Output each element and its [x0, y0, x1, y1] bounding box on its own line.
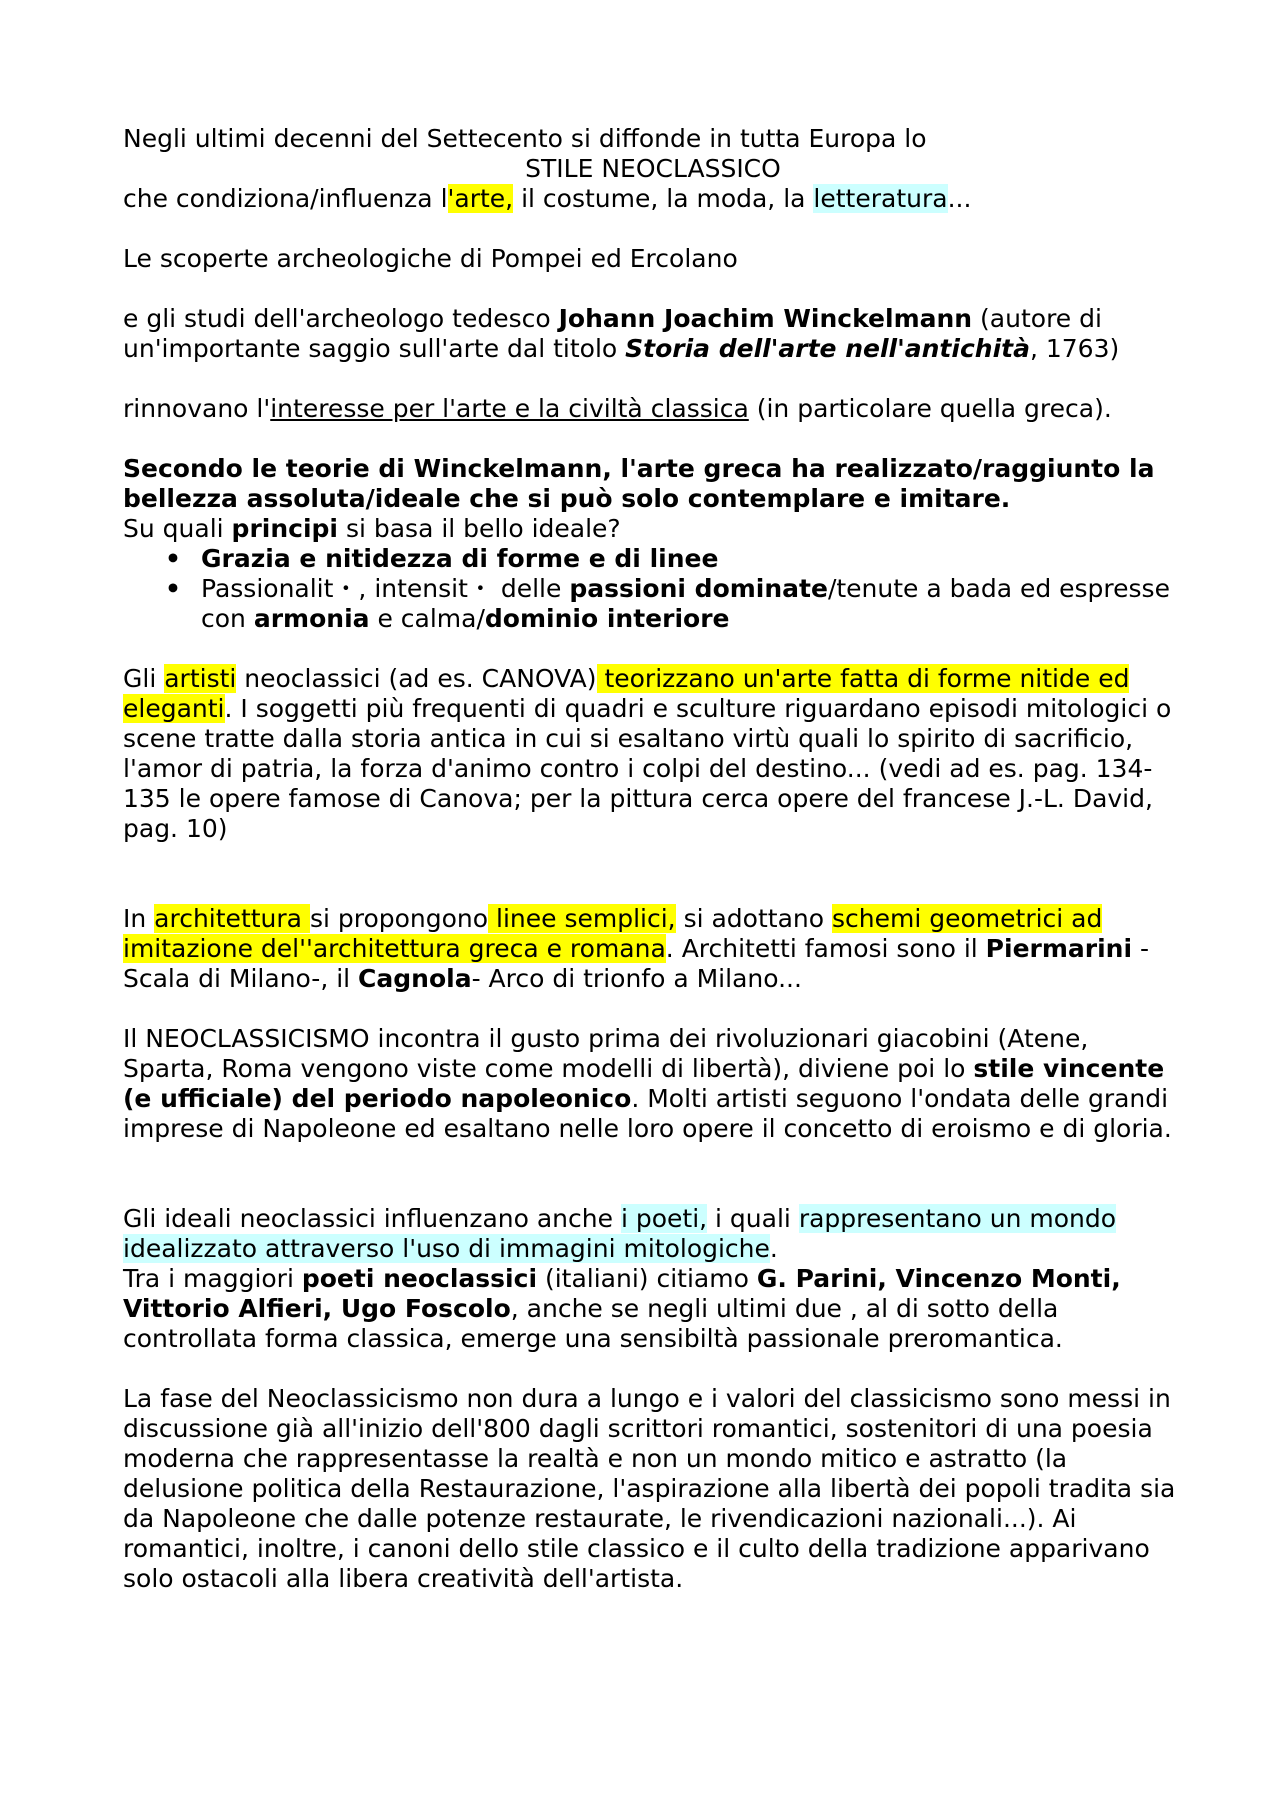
text-run: In [123, 904, 155, 933]
text-run: La fase del Neoclassicismo non dura a lungo e i valori del classicismo sono messi in discussione già all'inizio dell'800 dagli scrittori romantici, sostenitori di una poesia moderna che rappresentasse la realtà e non un mondo mitico e astratto (la delusione politica della Restaurazione, l'aspirazione alla libertà dei popoli tradita sia da Napoleone che dalle potenze restaurate, le rivendicazioni nazionali...). Ai romantici, inoltre, i canoni dello stile classico e il culto della tradizione apparivano solo ostacoli alla libera creatività dell'artista. [123, 1384, 1176, 1593]
text-run: /tenute a bada ed espresse con [201, 574, 1170, 633]
centered-title [123, 154, 1183, 184]
highlight-yellow: architettura [154, 904, 310, 933]
highlight-cyan: letteratura [813, 184, 948, 213]
text-run: . I soggetti più frequenti di quadri e sculture riguardano episodi mitologici o scene tratte dalla storia antica in cui si esaltano virtù quali lo spirito di sacrificio, l'amor di patria, la forza d'animo contro i colpi del destino... (vedi ad es. pag. 134-135 le opere famose di Canova; per la pittura cerca opere del francese J.-L. David, pag. 10) [123, 694, 1172, 843]
text-run: Gli ideali neoclassici influenzano anche [123, 1204, 621, 1233]
bold-statement: Secondo le teorie di Winckelmann, l'arte greca ha realizzato/raggiunto la bellezza assoluta/ideale che si può solo contemplare e imitare. [123, 454, 1155, 513]
text-run: si adottano [675, 904, 832, 933]
bold-name: Cagnola [358, 964, 472, 993]
principles-list [123, 544, 1183, 634]
paragraph-poets [123, 1204, 1183, 1354]
bullet-icon: • [165, 544, 181, 573]
list-item [123, 574, 1183, 634]
paragraph-discoveries [123, 244, 1183, 274]
bold-word: principi [231, 514, 338, 543]
highlight-yellow: 'arte, [447, 184, 514, 213]
text-run: Su quali [123, 514, 232, 543]
text-run: che condiziona/influenza l [123, 184, 448, 213]
text-run: si basa il bello ideale? [338, 514, 621, 543]
highlight-yellow: linee semplici, [488, 904, 676, 933]
paragraph-romanticism [123, 1384, 1183, 1594]
text-run: (autore di un'importante saggio sull'arte dal titolo [123, 304, 1102, 363]
bold-word: passioni dominate [569, 574, 828, 603]
text-run: Passionalit・, intensit・ delle [201, 574, 570, 603]
bold-name: Johann Joachim Winckelmann [558, 304, 973, 333]
bold-names: G. Parini, Vincenzo Monti, Vittorio Alfieri, Ugo Foscolo [123, 1264, 1121, 1323]
text-run: si propongono [309, 904, 489, 933]
text-run: . Architetti famosi sono il [665, 934, 986, 963]
bold-item: Grazia e nitidezza di forme e di linee [201, 544, 719, 573]
highlight-cyan: i poeti, [620, 1204, 708, 1233]
list-item [123, 544, 1183, 574]
text-run: i quali [707, 1204, 799, 1233]
highlight-cyan: rappresentano un mondo idealizzato attraverso l'uso di immagini mitologiche [123, 1204, 1117, 1263]
bold-name: Piermarini [985, 934, 1133, 963]
text-run: . Molti artisti seguono l'ondata delle grandi imprese di Napoleone ed esaltano nelle loro opere il concetto di eroismo e di gloria. [123, 1084, 1172, 1143]
paragraph-artists [123, 664, 1183, 844]
text-run: Tra i maggiori [123, 1264, 302, 1293]
bold-phrase: poeti neoclassici [301, 1264, 538, 1293]
intro-line [123, 124, 1183, 154]
highlight-yellow: teorizzano un'arte fatta di forme nitide ed eleganti [123, 664, 1130, 723]
text-run: (in particolare quella greca). [748, 394, 1112, 423]
text-run: . [769, 1234, 778, 1263]
text-run: e calma/ [369, 604, 485, 633]
bold-word: armonia [253, 604, 370, 633]
paragraph-theories [123, 454, 1183, 544]
influence-line [123, 184, 1183, 214]
text-run: rinnovano l' [123, 394, 271, 423]
paragraph-architecture [123, 904, 1183, 994]
text-run: - Arco di trionfo a Milano... [471, 964, 802, 993]
intro-text: Negli ultimi decenni del Settecento si diffonde in tutta Europa lo [123, 124, 927, 153]
paragraph-neoclassicism [123, 1024, 1183, 1144]
highlight-yellow: artisti [164, 664, 237, 693]
paragraph-interest [123, 394, 1183, 424]
bullet-icon: • [165, 574, 181, 603]
text-run: Il NEOCLASSICISMO incontra il gusto prima dei rivoluzionari giacobini (Atene, Sparta, Roma vengono viste come modelli di libertà), diviene poi lo [123, 1024, 1089, 1083]
paragraph-winckelmann [123, 304, 1183, 364]
text-run: il costume, la moda, la [513, 184, 814, 213]
book-title: Storia dell'arte nell'antichità [625, 334, 1030, 363]
text-run: Le scoperte archeologiche di Pompei ed Ercolano [123, 244, 738, 273]
bold-word: dominio interiore [484, 604, 730, 633]
underlined-text: interesse per l'arte e la civiltà classica [270, 394, 749, 423]
title-text: STILE NEOCLASSICO [525, 154, 781, 183]
text-run: Gli [123, 664, 165, 693]
text-run: ... [947, 184, 972, 213]
text-run: neoclassici (ad es. CANOVA) [236, 664, 597, 693]
bold-phrase: stile vincente (e ufficiale) del periodo napoleonico [123, 1054, 1165, 1113]
text-run: (italiani) citiamo [537, 1264, 757, 1293]
text-run: , anche se negli ultimi due , al di sotto della controllata forma classica, emerge una sensibiltà passionale preromantica. [123, 1294, 1063, 1353]
text-run: , 1763) [1029, 334, 1120, 363]
highlight-yellow: schemi geometrici ad imitazione del''architettura greca e romana [123, 904, 1103, 963]
text-run: -Scala di Milano-, il [123, 934, 1150, 993]
text-run: e gli studi dell'archeologo tedesco [123, 304, 559, 333]
